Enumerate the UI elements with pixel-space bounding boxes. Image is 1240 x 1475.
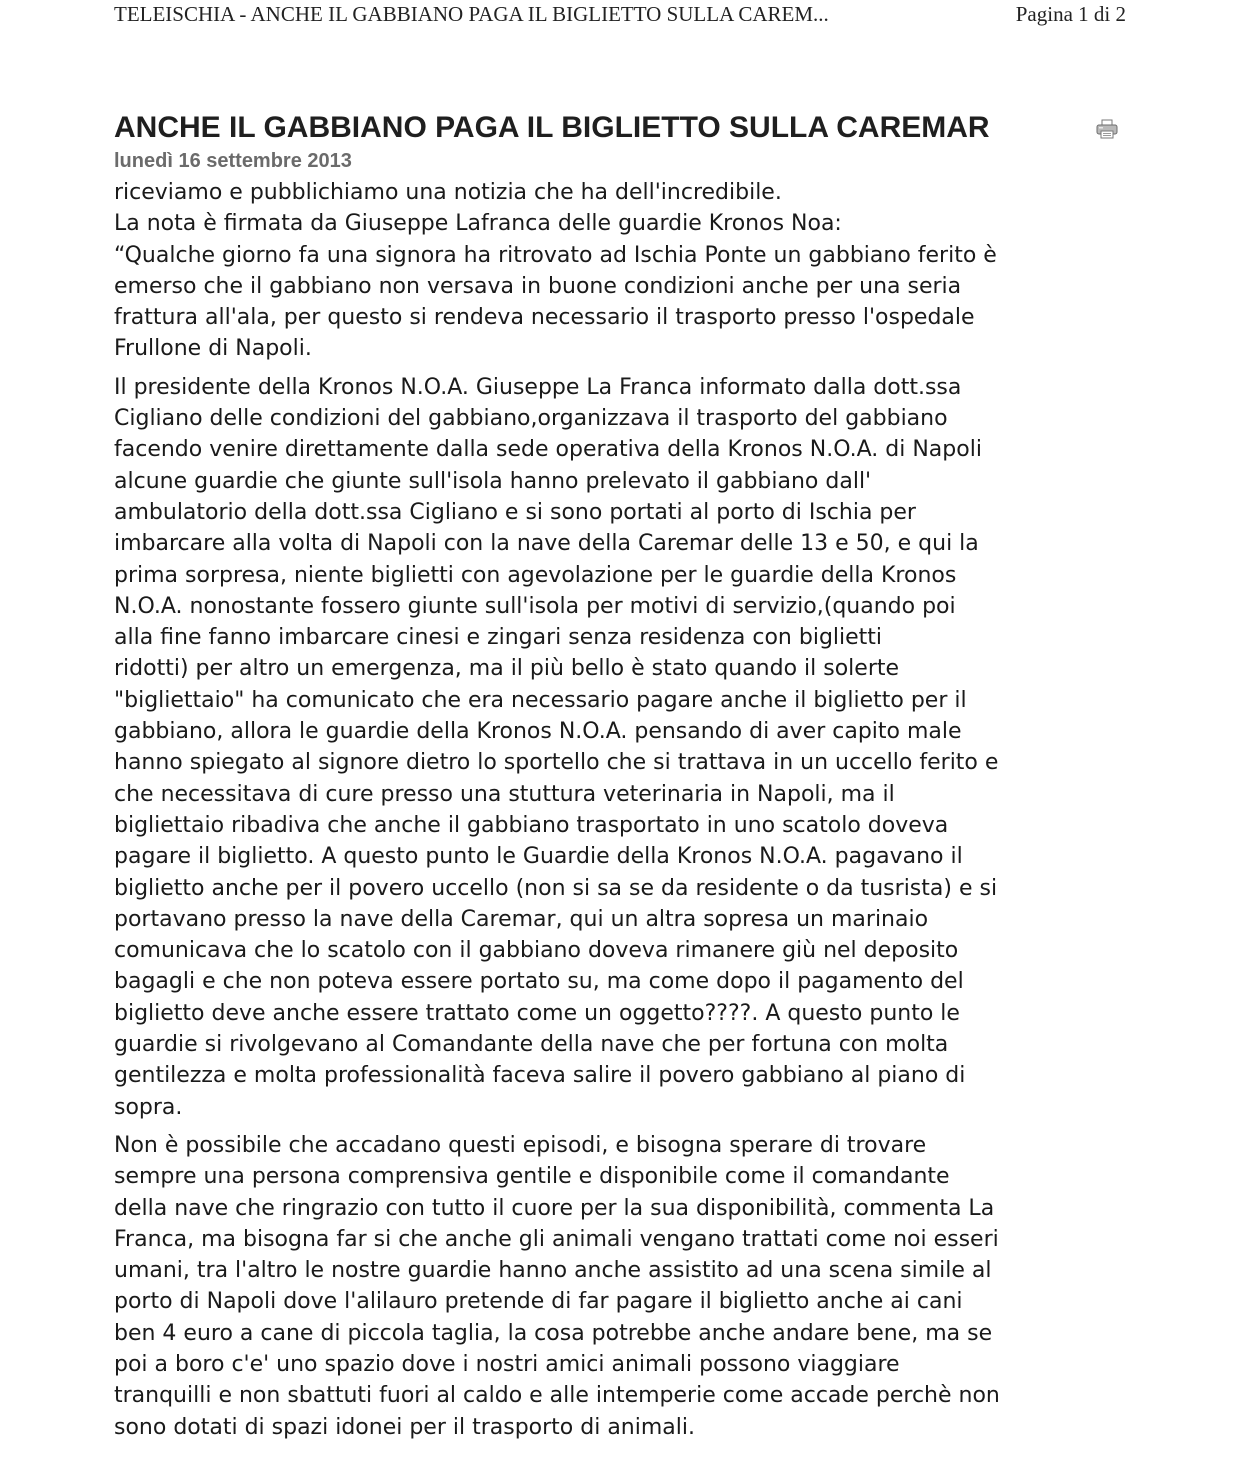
paragraph-line: bagagli e che non poteva essere portato su, ma come dopo il pagamento del <box>114 969 964 995</box>
paragraph-line: La nota è firmata da Giuseppe Lafranca delle guardie Kronos Noa: <box>114 211 842 237</box>
paragraph-line: portavano presso la nave della Caremar, qui un altra sopresa un marinaio <box>114 906 929 932</box>
paragraph-line: prima sorpresa, niente biglietti con agevolazione per le guardie della Kronos <box>114 562 957 588</box>
paragraph-line: Non è possibile che accadano questi episodi, e bisogna sperare di trovare <box>114 1132 927 1158</box>
paragraph-line: tranquilli e non sbattuti fuori al caldo e alle intemperie come accade perchè non <box>114 1383 1000 1409</box>
article-body <box>114 177 1126 1443</box>
paragraph-line: Il presidente della Kronos N.O.A. Giuseppe La Franca informato dalla dott.ssa <box>114 374 962 400</box>
paragraph-line: riceviamo e pubblichiamo una notizia che ha dell'incredibile. <box>114 180 782 205</box>
paragraph-line: imbarcare alla volta di Napoli con la nave della Caremar delle 13 e 50, e qui la <box>114 531 979 557</box>
paragraph-line: della nave che ringrazio con tutto il cuore per la sua disponibilità, commenta La <box>114 1195 995 1221</box>
paragraph-line: hanno spiegato al signore dietro lo sportello che si trattava in un uccello ferito e <box>114 750 999 776</box>
paragraph-line: pagare il biglietto. A questo punto le Guardie della Kronos N.O.A. pagavano il <box>114 844 963 870</box>
article <box>114 108 1126 1450</box>
article-paragraph <box>114 1130 1126 1443</box>
paragraph-line: guardie si rivolgevano al Comandante della nave che per fortuna con molta <box>114 1032 949 1058</box>
paragraph-line: Frullone di Napoli. <box>114 336 312 362</box>
paragraph-line: facendo venire direttamente dalla sede operativa della Kronos N.O.A. di Napoli <box>114 437 982 463</box>
paragraph-line: alla fine fanno imbarcare cinesi e zingari senza residenza con biglietti <box>114 625 883 651</box>
paragraph-line: gentilezza e molta professionalità faceva salire il povero gabbiano al piano di <box>114 1063 966 1089</box>
paragraph-line: poi a boro c'e' uno spazio dove i nostri amici animali possono viaggiare <box>114 1351 900 1377</box>
article-title: ANCHE IL GABBIANO PAGA IL BIGLIETTO SULLA CAREMAR <box>114 111 990 144</box>
paragraph-line: ambulatorio della dott.ssa Cigliano e si sono portati al porto di Ischia per <box>114 499 916 525</box>
paragraph-line: comunicava che lo scatolo con il gabbiano doveva rimanere giù nel deposito <box>114 938 959 964</box>
article-paragraph <box>114 372 1126 1123</box>
article-paragraph <box>114 177 1126 365</box>
paragraph-line: gabbiano, allora le guardie della Kronos N.O.A. pensando di aver capito male <box>114 719 962 745</box>
paragraph-line: N.O.A. nonostante fossero giunte sull'isola per motivi di servizio,(quando poi <box>114 593 956 619</box>
paragraph-line: che necessitava di cure presso una stuttura veterinaria in Napoli, ma il <box>114 781 895 807</box>
paragraph-line: umani, tra l'altro le nostre guardie hanno anche assistito ad una scena simile al <box>114 1258 992 1284</box>
paragraph-line: sopra. <box>114 1094 183 1120</box>
document-title: TELEISCHIA - ANCHE IL GABBIANO PAGA IL BIGLIETTO SULLA CAREM... <box>114 2 829 26</box>
page-number: Pagina 1 di 2 <box>1015 2 1126 26</box>
article-date: lunedì 16 settembre 2013 <box>114 150 352 172</box>
print-header <box>114 2 1126 30</box>
paragraph-line: emerso che il gabbiano non versava in buone condizioni anche per una seria <box>114 273 962 299</box>
paragraph-line: ben 4 euro a cane di piccola taglia, la cosa potrebbe anche andare bene, ma se <box>114 1320 993 1346</box>
paragraph-line: Cigliano delle condizioni del gabbiano,organizzava il trasporto del gabbiano <box>114 406 948 432</box>
paragraph-line: alcune guardie che giunte sull'isola hanno prelevato il gabbiano dall' <box>114 468 872 494</box>
paragraph-line: "bigliettaio" ha comunicato che era necessario pagare anche il biglietto per il <box>114 687 967 713</box>
paragraph-line: ridotti) per altro un emergenza, ma il più bello è stato quando il solerte <box>114 656 900 682</box>
paragraph-line: porto di Napoli dove l'alilauro pretende di far pagare il biglietto anche ai cani <box>114 1289 963 1315</box>
paragraph-line: frattura all'ala, per questo si rendeva necessario il trasporto presso l'ospedale <box>114 305 975 331</box>
paragraph-line: biglietto deve anche essere trattato come un oggetto????. A questo punto le <box>114 1000 960 1026</box>
printer-icon[interactable] <box>1096 119 1118 139</box>
article-title-row <box>114 108 1126 148</box>
paragraph-line: bigliettaio ribadiva che anche il gabbiano trasportato in uno scatolo doveva <box>114 812 949 838</box>
paragraph-line: sono dotati di spazi idonei per il trasporto di animali. <box>114 1414 695 1440</box>
paragraph-line: biglietto anche per il povero uccello (non si sa se da residente o da tusrista) e si <box>114 875 998 901</box>
paragraph-line: Franca, ma bisogna far si che anche gli animali vengano trattati come noi esseri <box>114 1226 999 1252</box>
paragraph-line: sempre una persona comprensiva gentile e disponibile come il comandante <box>114 1164 950 1190</box>
paragraph-line: “Qualche giorno fa una signora ha ritrovato ad Ischia Ponte un gabbiano ferito è <box>114 242 997 268</box>
